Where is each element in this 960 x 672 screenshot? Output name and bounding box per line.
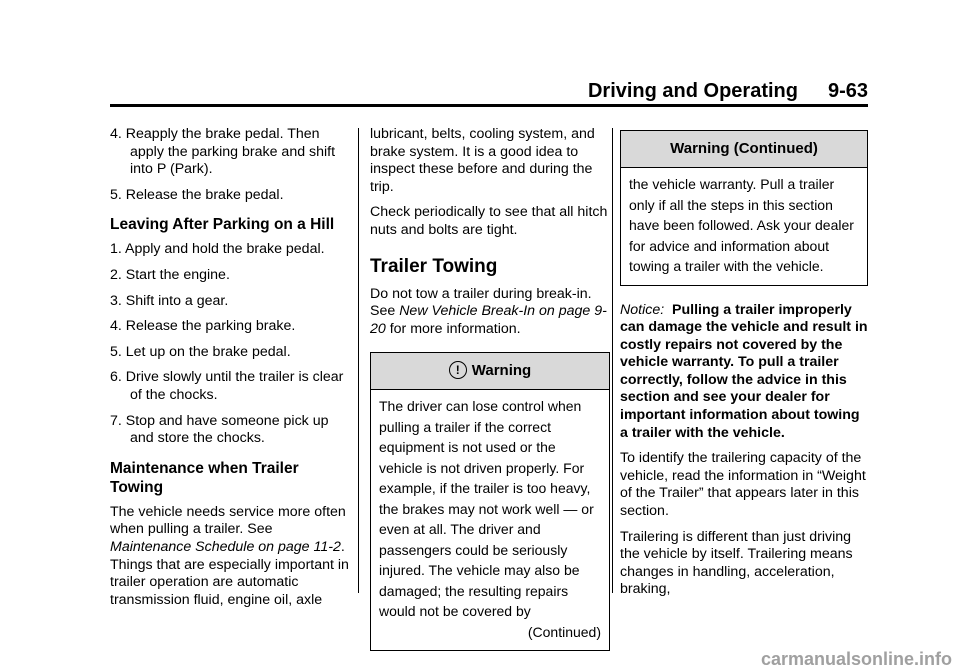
step-item: 4. Release the parking brake.	[110, 318, 296, 335]
warning-icon: !	[449, 361, 467, 379]
heading-leaving-hill: Leaving After Parking on a Hill	[110, 216, 335, 234]
warning-body: the vehicle warranty. Pull a trailer only if all the steps in this section have been followed. Ask your dealer for advice and information about towing a trailer with the vehicle.	[629, 176, 854, 274]
column-3	[620, 126, 868, 607]
warning-box	[370, 352, 610, 651]
step-item: 5. Release the brake pedal.	[110, 186, 284, 203]
watermark: carmanualsonline.info	[760, 649, 952, 669]
maintenance-paragraph: The vehicle needs service more often when pulling a trailer. See Maintenance Schedule on page 11-2. Things that are especially important in trailer operation are automatic transmission fluid, engine oil, axle	[110, 503, 349, 608]
cross-reference-link[interactable]: Maintenance Schedule on page 11-2	[110, 538, 341, 555]
warning-box-continued	[620, 130, 868, 286]
paragraph: To identify the trailering capacity of the vehicle, read the information in “Weight of the Trailer” that appears later in this section.	[620, 450, 866, 520]
column-divider-1	[358, 128, 359, 593]
step-item: 6. Drive slowly until the trailer is clear of the chocks.	[110, 369, 344, 403]
page-header	[110, 80, 868, 104]
step-item: 4. Reapply the brake pedal. Then apply the parking brake and shift into P (Park).	[110, 126, 336, 178]
header-rule	[110, 104, 868, 107]
cross-reference-link[interactable]: New Vehicle Break-In on page 9-20	[370, 303, 607, 337]
column-1	[110, 126, 350, 617]
section-title: Driving and Operating	[587, 80, 798, 102]
heading-trailer-towing: Trailer Towing	[370, 255, 498, 277]
paragraph: Check periodically to see that all hitch nuts and bolts are tight.	[370, 204, 608, 238]
step-item: 3. Shift into a gear.	[110, 292, 229, 309]
continued-label: (Continued)	[527, 623, 601, 640]
warning-header: Warning (Continued)	[621, 131, 867, 168]
heading-maintenance: Maintenance when Trailer Towing	[110, 459, 299, 496]
step-item: 2. Start the engine.	[110, 266, 230, 283]
paragraph: lubricant, belts, cooling system, and brake system. It is a good idea to inspect these before and during the trip.	[370, 126, 595, 195]
warning-header: ! Warning	[371, 353, 609, 390]
column-2	[370, 126, 610, 651]
notice: Notice: Pulling a trailer improperly can damage the vehicle and result in costly repairs not covered by the vehicle warranty. To pull a trailer correctly, follow the advice in this section and see your dealer for important information about towing a trailer with the vehicle.	[620, 301, 868, 441]
page-number: 9-63	[827, 80, 868, 102]
paragraph: Do not tow a trailer during break-in. See New Vehicle Break-In on page 9-20 for more information.	[370, 285, 607, 337]
step-item: 7. Stop and have someone pick up and store the chocks.	[110, 412, 329, 447]
column-divider-2	[612, 128, 613, 593]
notice-label: Notice:	[620, 301, 665, 318]
step-item: 1. Apply and hold the brake pedal.	[110, 241, 325, 258]
paragraph: Trailering is different than just driving the vehicle by itself. Trailering means changes in handling, acceleration, braking,	[620, 528, 853, 598]
step-item: 5. Let up on the brake pedal.	[110, 343, 291, 360]
warning-body: The driver can lose control when pulling a trailer if the correct equipment is not used or the vehicle is not driven properly. For example, if the trailer is too heavy, the brakes may not work well — or even at all. The driver and passengers could be seriously injured. The vehicle may also be damaged; the resulting repairs would not be covered by (Continued)	[371, 390, 609, 650]
